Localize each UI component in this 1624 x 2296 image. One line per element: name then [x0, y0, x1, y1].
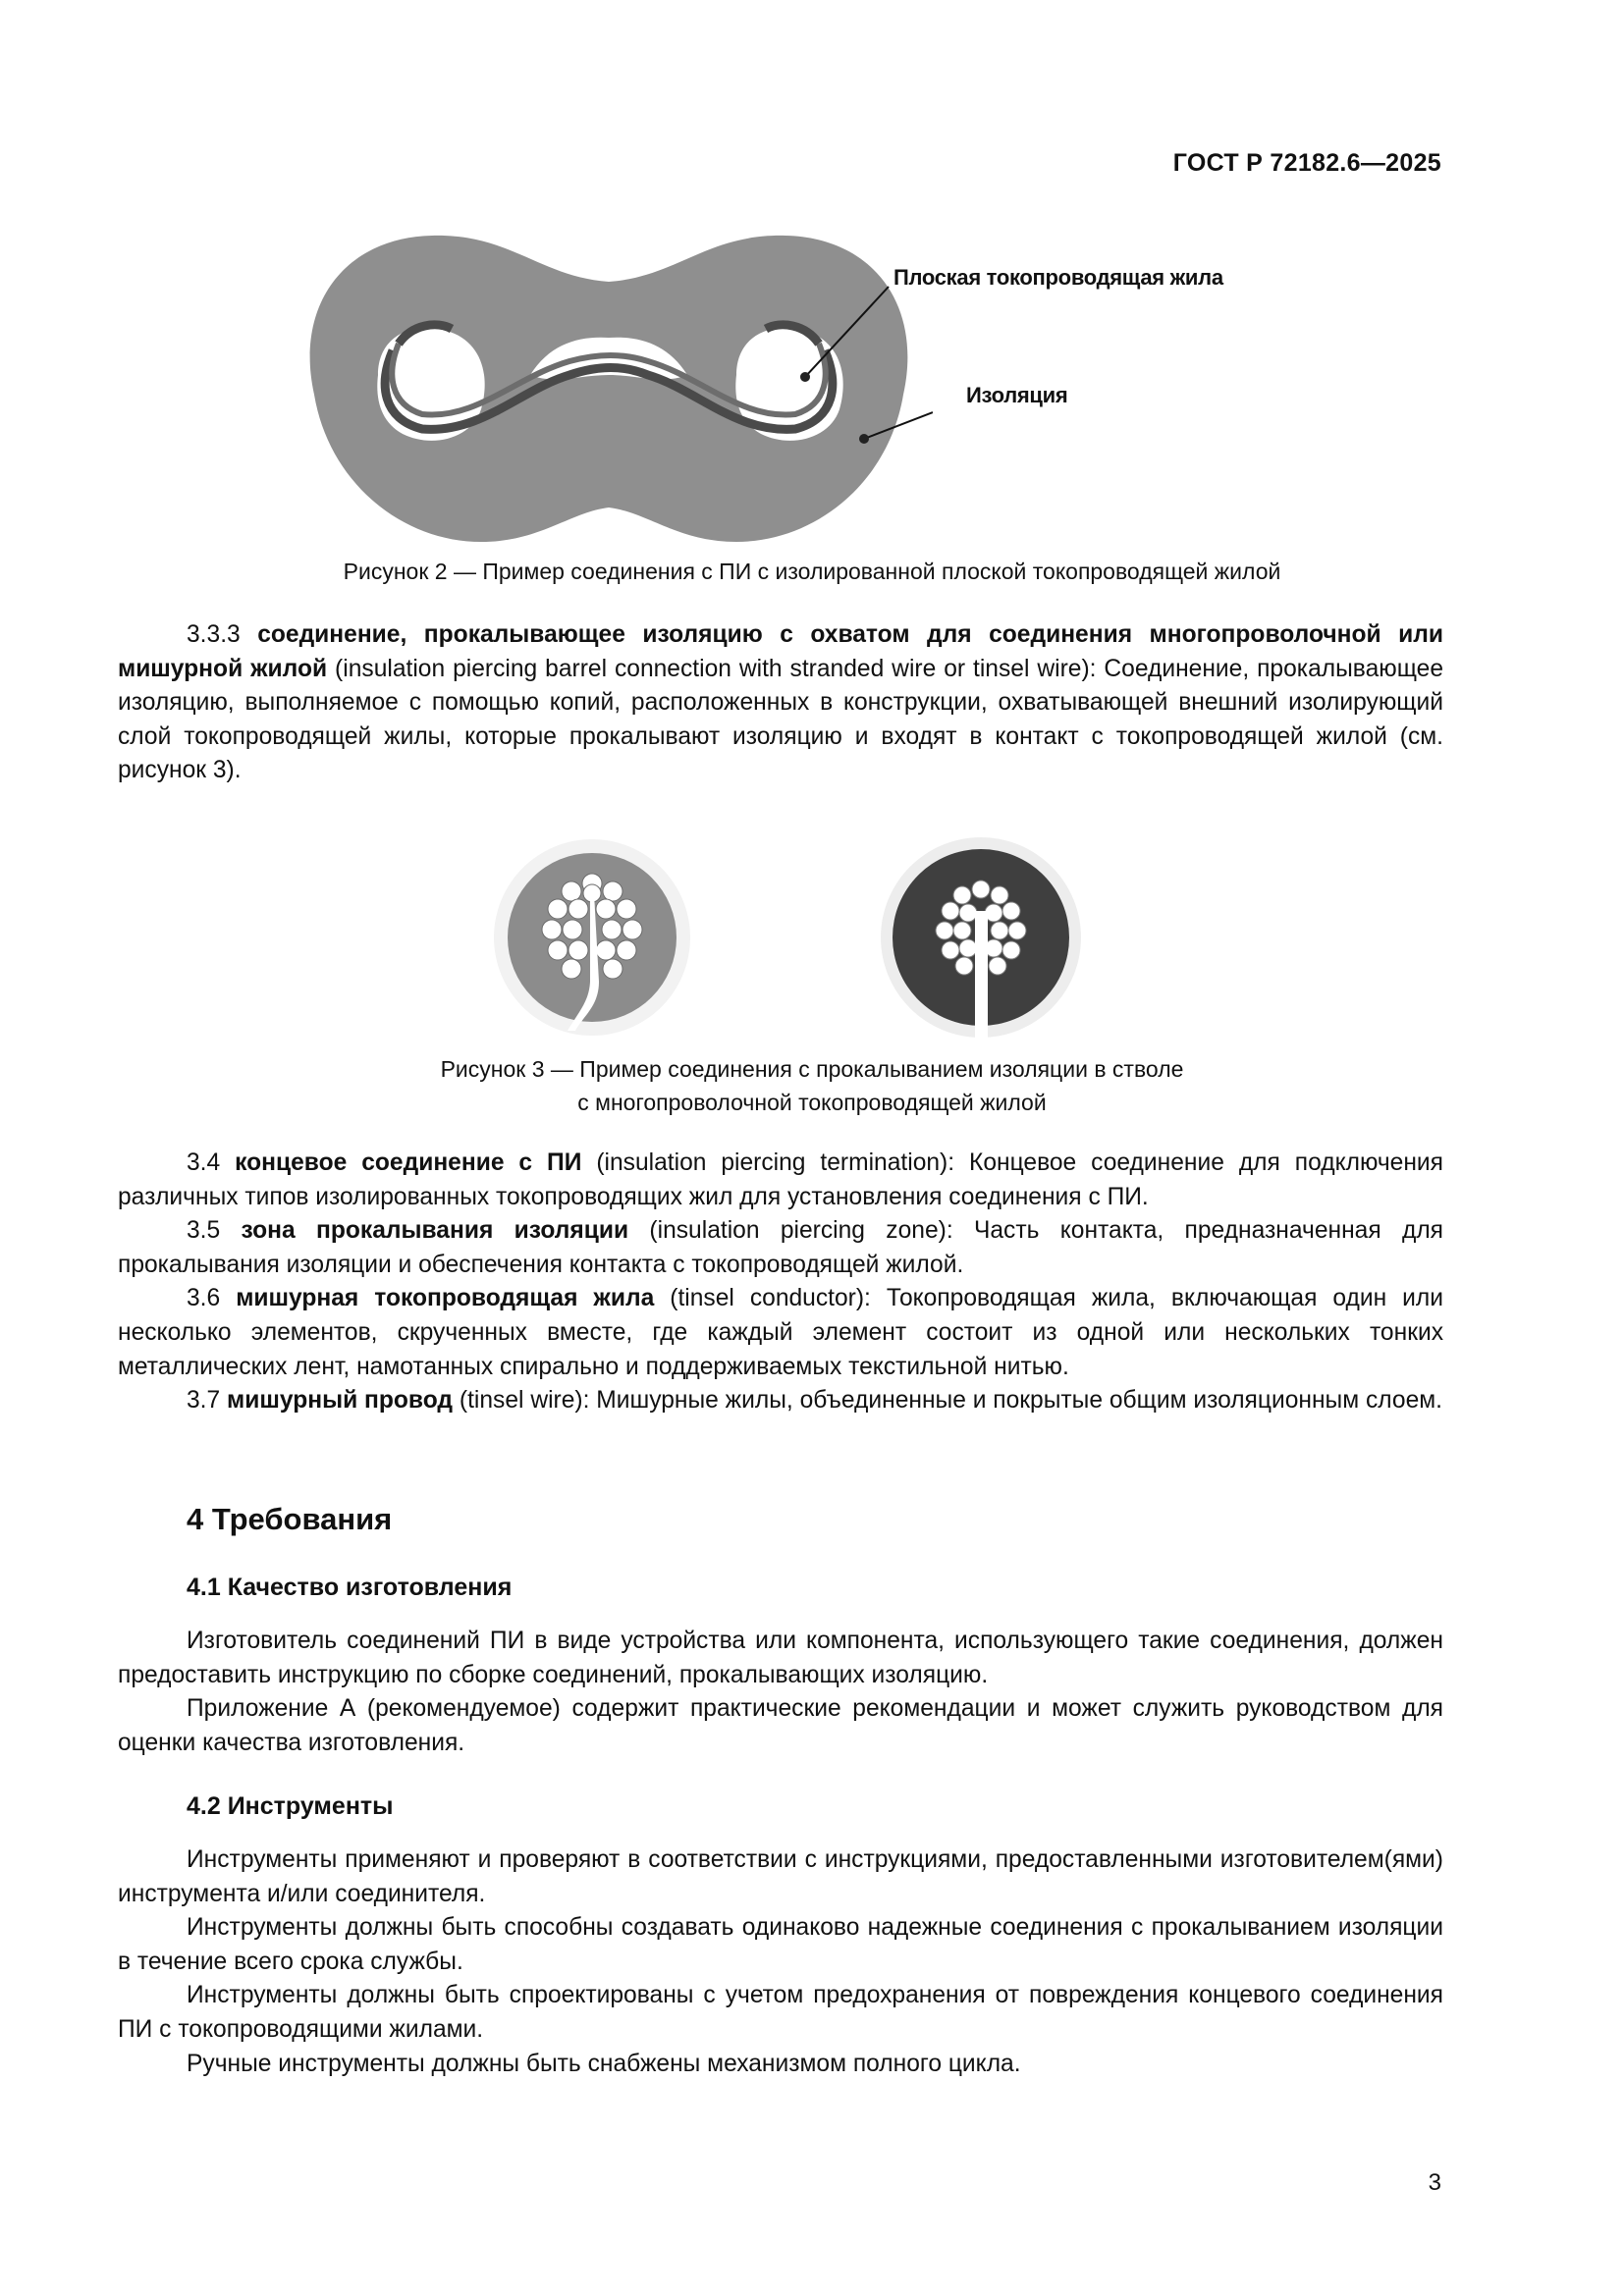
definition-term: соединение, прокалывающее изоляцию с охватом для соединения многопроволочной или мишурной жилой: [118, 621, 1443, 682]
label-insulation: Изоляция: [966, 383, 1068, 407]
definition-3-3-3: [118, 618, 1443, 788]
definition-text: (insulation piercing barrel connection with stranded wire or tinsel wire): Соединение, прокалывающее изоляцию, выполняемое с помощью копий, расположенных в конструкции, охватывающей внешний изолирующий слой токопроводящей жилы, которые прокалывают изоляцию и входят в контакт с токопроводящей жилой (см. рисунок 3).: [118, 655, 1444, 784]
figure-2-illustration: [285, 228, 933, 561]
paragraph: Ручные инструменты должны быть снабжены механизмом полного цикла.: [187, 2050, 1021, 2077]
definition-3-4: [118, 1147, 1443, 1214]
definition-number: 3.4: [187, 1149, 236, 1176]
figure-3-right-cross-section: [878, 834, 1084, 1041]
definition-term: зона прокалывания изоляции: [241, 1217, 629, 1245]
definition-term: мишурный провод: [227, 1387, 454, 1415]
label-flat-conductor: Плоская токопроводящая жила: [893, 265, 1223, 290]
definition-term: концевое соединение с ПИ: [235, 1149, 582, 1176]
definition-text: (tinsel conductor): Токопроводящая жила, включающая один или несколько элементов, скрученных вместе, где каждый элемент состоит из одной или нескольких тонких металлических лент, намотанных спирально и поддерживаемых текстильной нитью.: [118, 1285, 1444, 1380]
definition-text: (insulation piercing termination): Концевое соединение для подключения различных типов изолированных токопроводящих жил для установления соединения с ПИ.: [118, 1149, 1443, 1210]
document-code: ГОСТ Р 72182.6—2025: [1172, 149, 1441, 177]
paragraph: Инструменты должны быть спроектированы с учетом предохранения от повреждения концевого соединения ПИ с токопроводящими жилами.: [118, 1982, 1443, 2043]
definitions-3-4-to-3-7: [118, 1147, 1443, 1418]
definition-text: (tinsel wire): Мишурные жилы, объединенные и покрытые общим изоляционным слоем.: [453, 1387, 1442, 1415]
paragraph: Инструменты применяют и проверяют в соответствии с инструкциями, предоставленными изготовителем(ями) инструмента и/или соединителя.: [118, 1846, 1443, 1907]
figure-2-caption: Рисунок 2 — Пример соединения с ПИ с изолированной плоской токопроводящей жилой: [343, 559, 1281, 584]
section-4-2-heading: 4.2 Инструменты: [187, 1792, 394, 1820]
figure-3-caption-line-1: Рисунок 3 — Пример соединения с прокалыванием изоляции в стволе: [440, 1056, 1184, 1082]
figure-3: [0, 825, 1624, 1060]
figure-2: [0, 228, 1624, 561]
definition-3-6: [118, 1282, 1443, 1384]
paragraph: Приложение А (рекомендуемое) содержит практические рекомендации и может служить руководством для оценки качества изготовления.: [118, 1695, 1443, 1756]
figure-3-caption-line-2: с многопроволочной токопроводящей жилой: [577, 1090, 1047, 1115]
definition-number: 3.5: [187, 1217, 242, 1245]
section-4-2-body: [118, 1843, 1443, 2081]
page-number: 3: [1428, 2169, 1441, 2196]
section-4-heading: 4 Требования: [187, 1502, 393, 1536]
definition-number: 3.3.3: [187, 621, 258, 648]
definition-number: 3.6: [187, 1285, 237, 1312]
section-4-1-body: [118, 1625, 1443, 1760]
definition-3-7: [118, 1384, 1443, 1418]
definition-number: 3.7: [187, 1387, 228, 1415]
definition-3-5: [118, 1214, 1443, 1282]
figure-3-left-cross-section: [489, 834, 695, 1041]
definition-term: мишурная токопроводящая жила: [236, 1285, 655, 1312]
paragraph: Изготовитель соединений ПИ в виде устройства или компонента, использующего такие соединения, должен предоставить инструкцию по сборке соединений, прокалывающих изоляцию.: [118, 1628, 1443, 1688]
section-4-1-heading: 4.1 Качество изготовления: [187, 1574, 513, 1601]
paragraph: Инструменты должны быть способны создавать одинаково надежные соединения с прокалыванием изоляции в течение всего срока службы.: [118, 1914, 1443, 1975]
definition-text: (insulation piercing zone): Часть контакта, предназначенная для прокалывания изоляции и обеспечения контакта с токопроводящей жилой.: [118, 1217, 1443, 1278]
